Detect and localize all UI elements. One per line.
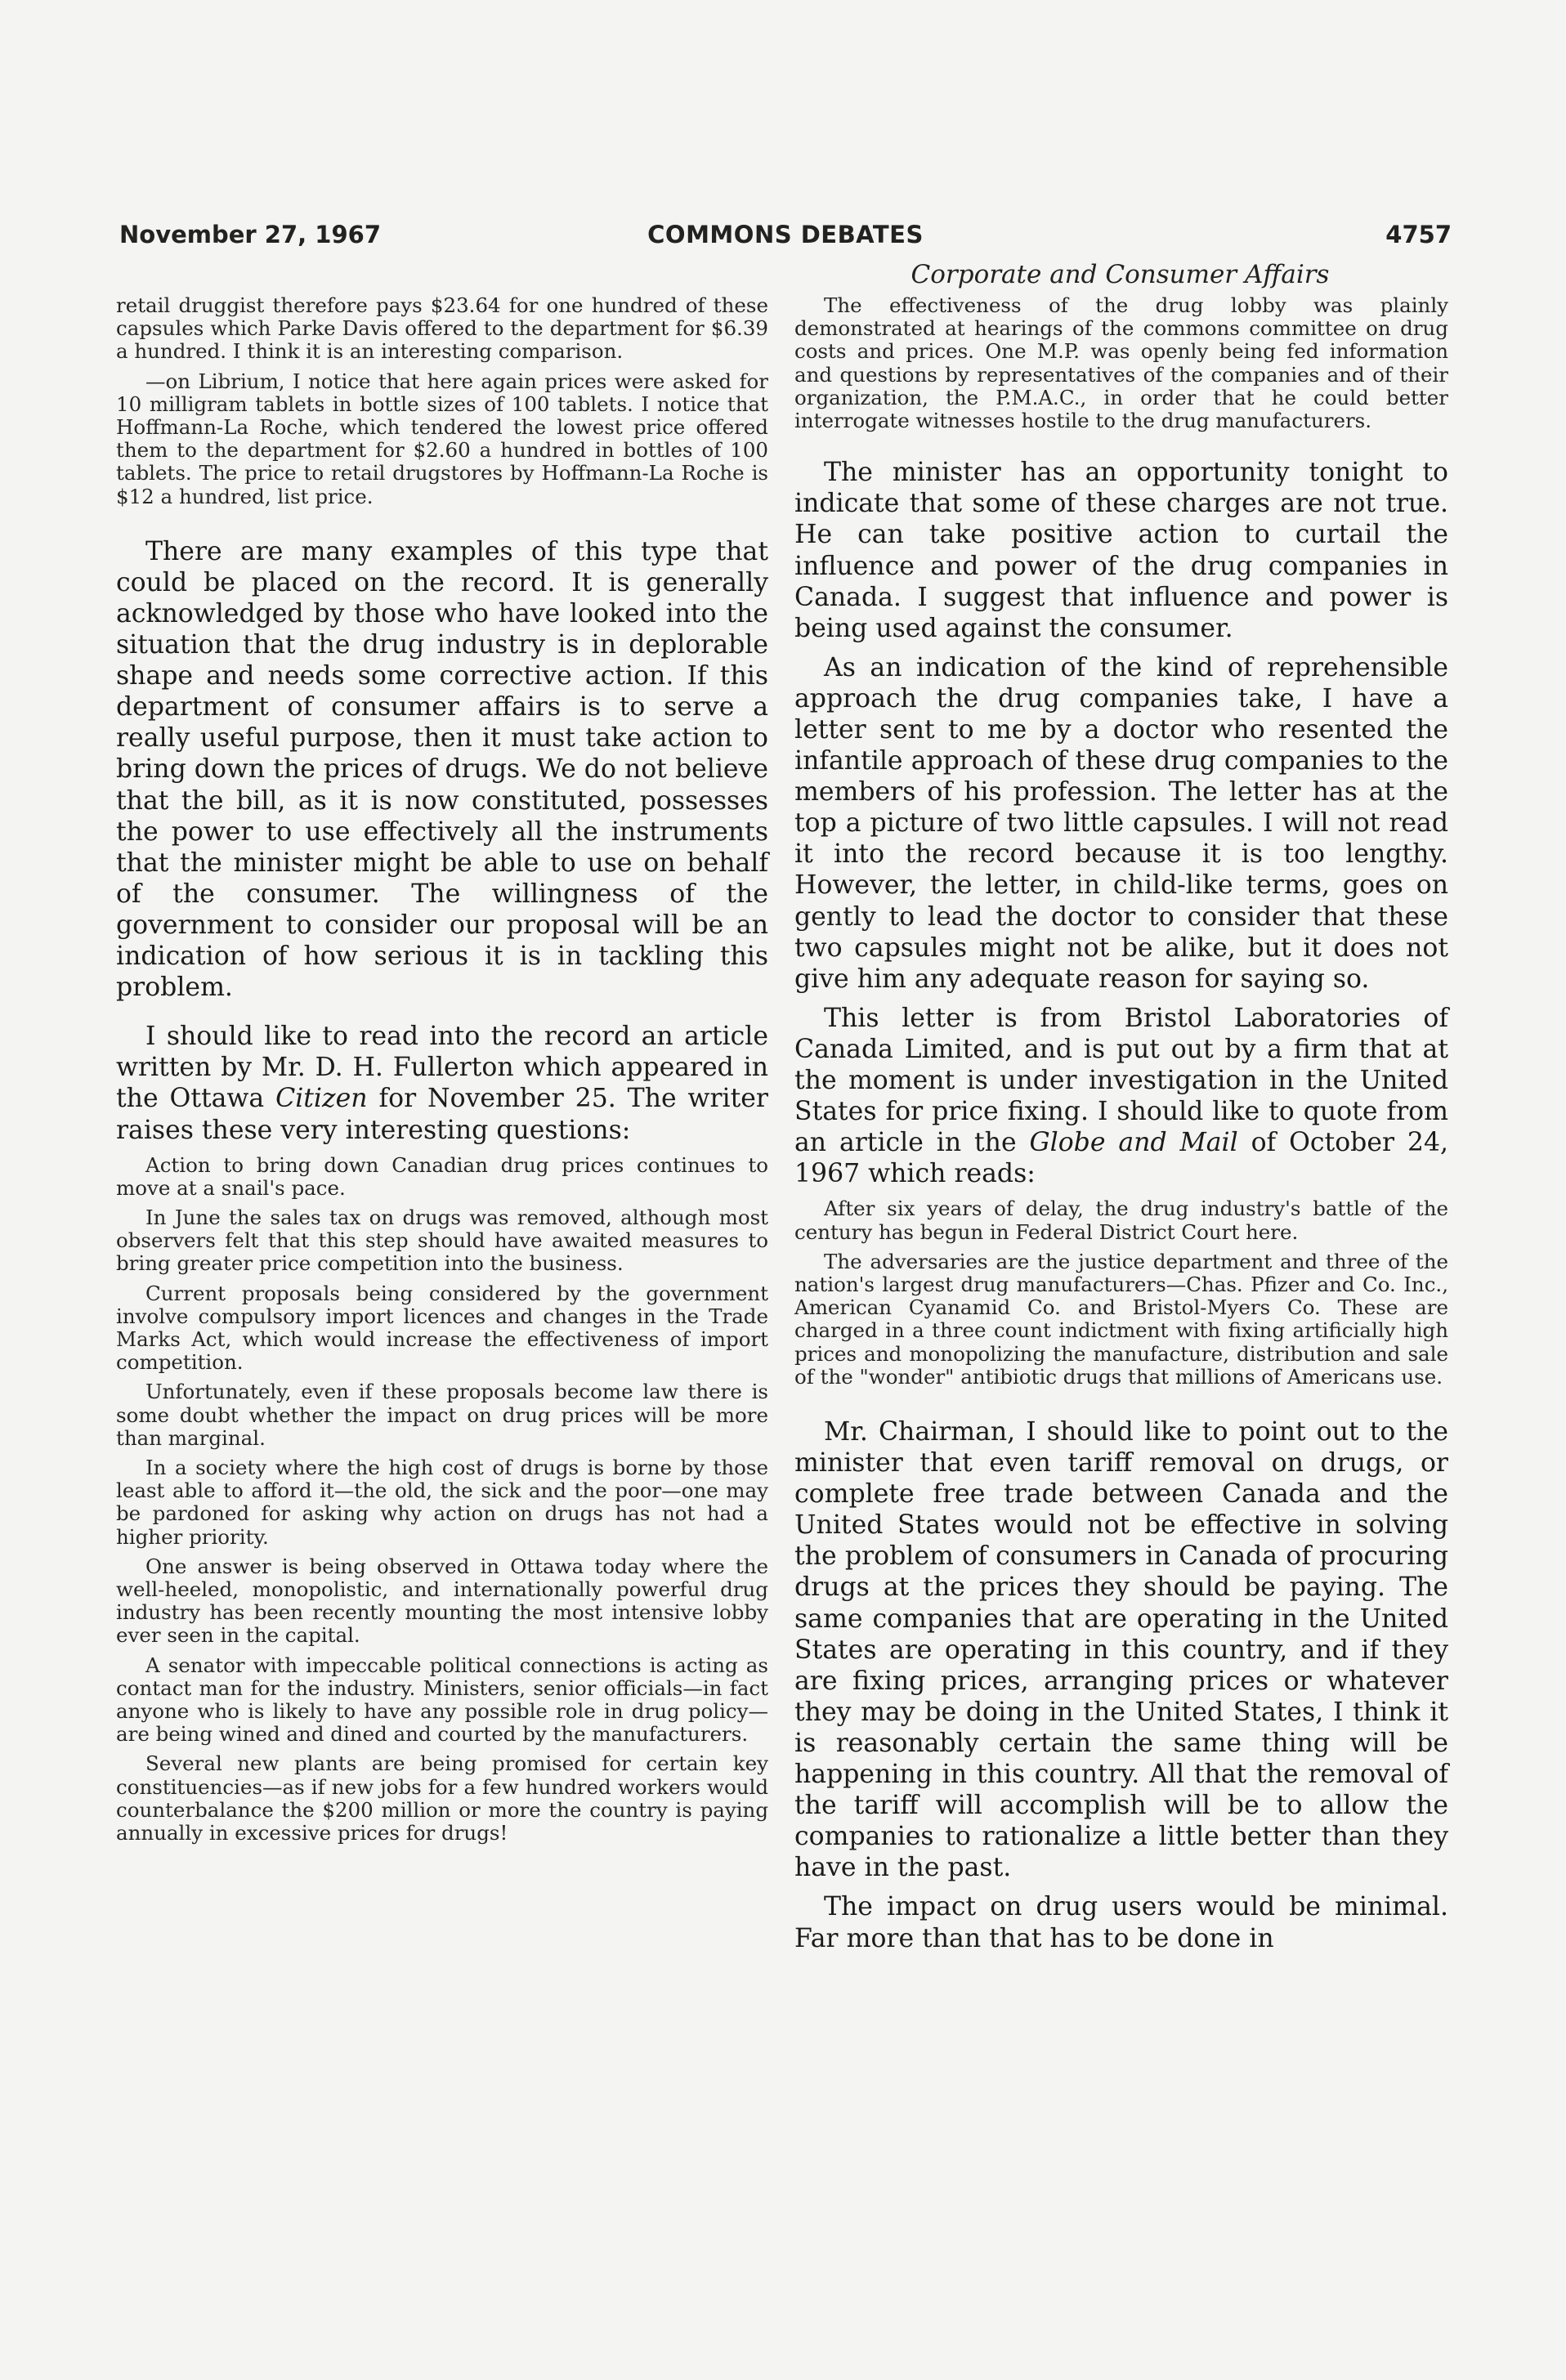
header-page-number: 4757: [1385, 221, 1452, 248]
paragraph-impact: The impact on drug users would be minimal. Far more than that has to be done in: [794, 1892, 1448, 1953]
right-column: [794, 294, 1448, 1954]
paragraph-bristol: [794, 1003, 1448, 1190]
section-title: Corporate and Consumer Affairs: [911, 260, 1330, 289]
paragraph-tariff: Mr. Chairman, I should like to point out to the minister that even tariff removal on drugs, or complete free trade between Canada and the United States would not be effective in solving the problem of consumers in Canada of procuring drugs at the prices they should be paying. The same companies that are operating in the United States are operating in this country, and if they are fixing prices, arranging prices or whatever they may be doing in the United States, I think it is reasonably certain the same thing will be happening in this country. All that the removal of the tariff will accomplish will be to allow the companies to rationalize a little better than they have in the past.: [794, 1417, 1448, 1883]
paragraph-bristol-text-a: This letter is from Bristol Laboratories of Canada Limited, and is put out by a firm that at the moment is under investigation in the United States for price fixing. I should like to quote from an article in the: [794, 1003, 1448, 1158]
header-title: COMMONS DEBATES: [647, 221, 924, 248]
paragraph-fullerton-text-b: for November 25. The writer raises these very interesting questions:: [116, 1084, 768, 1145]
newspaper-name-globe-and-mail: Globe and Mail: [1029, 1128, 1238, 1158]
newspaper-name-citizen: Citizen: [275, 1084, 368, 1114]
header-date: November 27, 1967: [119, 221, 381, 248]
quote-librium: —on Librium, I notice that here again prices were asked for 10 milligram tablets in bottle sizes of 100 tablets. I notice that Hoffmann-La Roche, which tendered the lowest price offered them to the department for $2.60 a hundred in bottles of 100 tablets. The price to retail drugstores by Hoffmann-La Roche is $12 a hundred, list price.: [116, 369, 768, 508]
paragraph-minister-opportunity: The minister has an opportunity tonight to indicate that some of these charges are not true. He can take positive action to curtail the influence and power of the drug companies in Canada. I suggest that influence and power is being used against the consumer.: [794, 458, 1448, 643]
paragraph-fullerton: [116, 1021, 768, 1145]
paragraph-bristol-text-b: of October 24, 1967 which reads:: [794, 1128, 1449, 1189]
quote-paragraph: A senator with impeccable political connections is acting as contact man for the industry. Ministers, senior officials—in fact anyone who is likely to have any possible role in drug policy—are being wined and dined and courted by the manufacturers.: [116, 1653, 768, 1747]
quote-paragraph: In a society where the high cost of drugs is borne by those least able to afford it—the old, the sick and the poor—one may be pardoned for asking why action on drugs has not had a higher priority.: [116, 1456, 768, 1549]
quote-drug-lobby: The effectiveness of the drug lobby was plainly demonstrated at hearings of the commons committee on drug costs and prices. One M.P. was openly being fed information and questions by representatives of the companies and of their organization, the P.M.A.C., in order that he could better interrogate witnesses hostile to the drug manufacturers.: [794, 293, 1448, 433]
quote-paragraph: One answer is being observed in Ottawa today where the well-heeled, monopolistic, and internationally powerful drug industry has been recently mounting the most intensive lobby ever seen in the capital.: [116, 1554, 768, 1648]
paragraph-fullerton-text-a: I should like to read into the record an article written by Mr. D. H. Fullerton which appeared in the Ottawa: [116, 1022, 768, 1114]
quote-battle-of-century: After six years of delay, the drug industry's battle of the century has begun in Federal District Court here.: [794, 1197, 1448, 1244]
quote-paragraph: Several new plants are being promised for certain key constituencies—as if new jobs for a few hundred workers would counterbalance the $200 million or more the country is paying annually in excessive prices for drugs!: [116, 1751, 768, 1845]
paragraph-letter: As an indication of the kind of reprehensible approach the drug companies take, I have a letter sent to me by a doctor who resented the infantile approach of these drug companies to the members of his profession. The letter has at the top a picture of two little capsules. I will not read it into the record because it is too lengthy. However, the letter, in child-like terms, goes on gently to lead the doctor to consider that these two capsules might not be alike, but it does not give him any adequate reason for saying so.: [794, 652, 1448, 994]
quote-continued: retail druggist therefore pays $23.64 for one hundred of these capsules which Parke Davis offered to the department for $6.39 a hundred. I think it is an interesting comparison.: [116, 293, 768, 364]
quote-paragraph: In June the sales tax on drugs was removed, although most observers felt that this step should have awaited measures to bring greater price competition into the business.: [116, 1206, 768, 1276]
quote-paragraph: Action to bring down Canadian drug prices continues to move at a snail's pace.: [116, 1152, 768, 1200]
running-header: [119, 221, 1452, 253]
paragraph-examples: There are many examples of this type that could be placed on the record. It is generally acknowledged by those who have looked into the situation that the drug industry is in deplorable shape and needs some corrective action. If this department of consumer affairs is to serve a really useful purpose, then it must take action to bring down the prices of drugs. We do not believe that the bill, as it is now constituted, possesses the power to use effectively all the instruments that the minister might be able to use on behalf of the consumer. The willingness of the government to consider our proposal will be an indication of how serious it is in tackling this problem.: [116, 536, 768, 1003]
quote-paragraph: Current proposals being considered by the government involve compulsory import licences and changes in the Trade Marks Act, which would increase the effectiveness of import competition.: [116, 1281, 768, 1375]
quote-paragraph: Unfortunately, even if these proposals become law there is some doubt whether the impact on drug prices will be more than marginal.: [116, 1380, 768, 1450]
quote-adversaries: The adversaries are the justice department and three of the nation's largest drug manufacturers—Chas. Pfizer and Co. Inc., American Cyanamid Co. and Bristol-Myers Co. These are charged in a three count indictment with fixing artificially high prices and monopolizing the manufacture, distribution and sale of the "wonder" antibiotic drugs that millions of Americans use.: [794, 1249, 1448, 1389]
left-column: [116, 294, 768, 1851]
